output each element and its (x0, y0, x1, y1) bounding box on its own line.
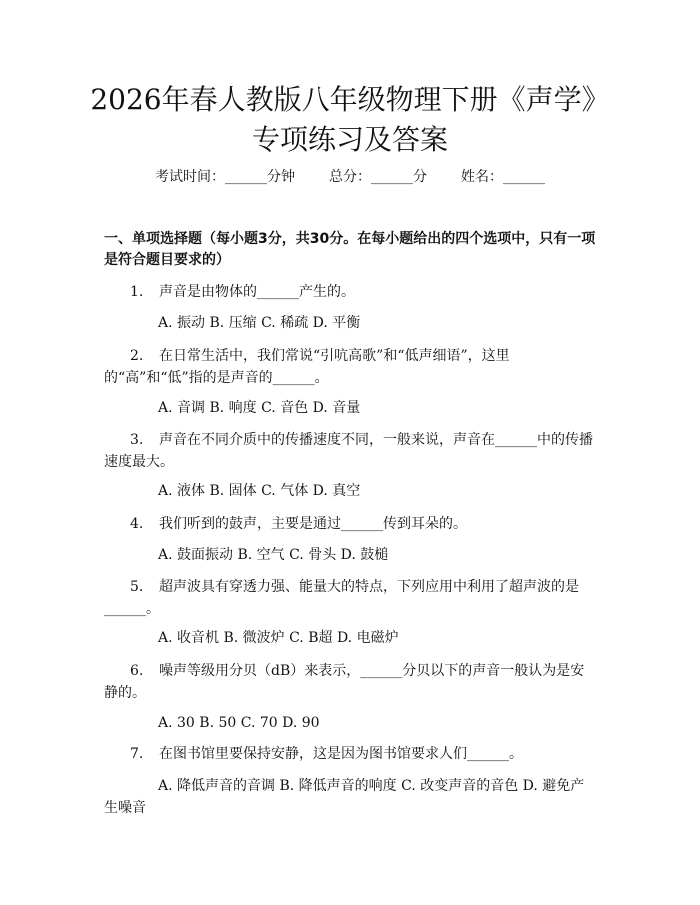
options-text: A. 收音机 B. 微波炉 C. B超 D. 电磁炉 (158, 630, 399, 646)
exam-time-field: 考试时间：______分钟 (155, 169, 295, 185)
options-text: A. 液体 B. 固体 C. 气体 D. 真空 (158, 483, 361, 499)
question-5 (104, 576, 596, 620)
question-1-options (104, 312, 596, 334)
question-number: 7. (130, 746, 144, 762)
student-name-field: 姓名：______ (461, 169, 545, 185)
question-7-options (104, 775, 596, 819)
section-heading: 一、单项选择题（每小题3分，共30分。在每小题给出的四个选项中，只有一项是符合题目要求的） (104, 231, 596, 268)
question-text: 声音在不同介质中的传播速度不同，一般来说，声音在______中的传播速度最大。 (104, 432, 593, 470)
question-number: 3. (130, 432, 144, 448)
exam-info-line (0, 167, 700, 187)
question-number: 1. (130, 284, 144, 300)
question-4 (104, 513, 596, 535)
page-title: 2026年春人教版八年级物理下册《声学》专项练习及答案 (90, 83, 610, 156)
question-number: 5. (130, 579, 144, 595)
question-3-options (104, 480, 596, 502)
question-text: 我们听到的鼓声，主要是通过______传到耳朵的。 (159, 516, 467, 532)
question-2-options (104, 397, 596, 419)
question-5-options (104, 627, 596, 649)
question-2 (104, 345, 596, 389)
total-score-field: 总分：______分 (329, 169, 427, 185)
options-text: A. 振动 B. 压缩 C. 稀疏 D. 平衡 (158, 315, 361, 331)
question-4-options (104, 544, 596, 566)
question-number: 2. (130, 348, 144, 364)
question-6 (104, 660, 596, 704)
question-text: 在图书馆里要保持安静，这是因为图书馆要求人们______。 (159, 746, 523, 762)
question-3 (104, 429, 596, 473)
question-text: 超声波具有穿透力强、能量大的特点，下列应用中利用了超声波的是______。 (104, 579, 579, 617)
question-text: 在日常生活中，我们常说“引吭高歌”和“低声细语”，这里的“高”和“低”指的是声音的______。 (104, 348, 510, 386)
question-6-options (104, 712, 596, 734)
options-text: A. 鼓面振动 B. 空气 C. 骨头 D. 鼓槌 (158, 547, 389, 563)
options-text: A. 音调 B. 响度 C. 音色 D. 音量 (158, 400, 361, 416)
question-7 (104, 743, 596, 765)
question-number: 4. (130, 516, 144, 532)
question-number: 6. (130, 663, 144, 679)
question-text: 噪声等级用分贝（dB）来表示，______分贝以下的声音一般认为是安静的。 (104, 663, 585, 701)
options-text: A. 降低声音的音调 B. 降低声音的响度 C. 改变声音的音色 D. 避免产生噪音 (104, 778, 585, 816)
question-1 (104, 281, 596, 303)
question-text: 声音是由物体的______产生的。 (159, 284, 355, 300)
options-text: A. 30 B. 50 C. 70 D. 90 (158, 715, 320, 731)
